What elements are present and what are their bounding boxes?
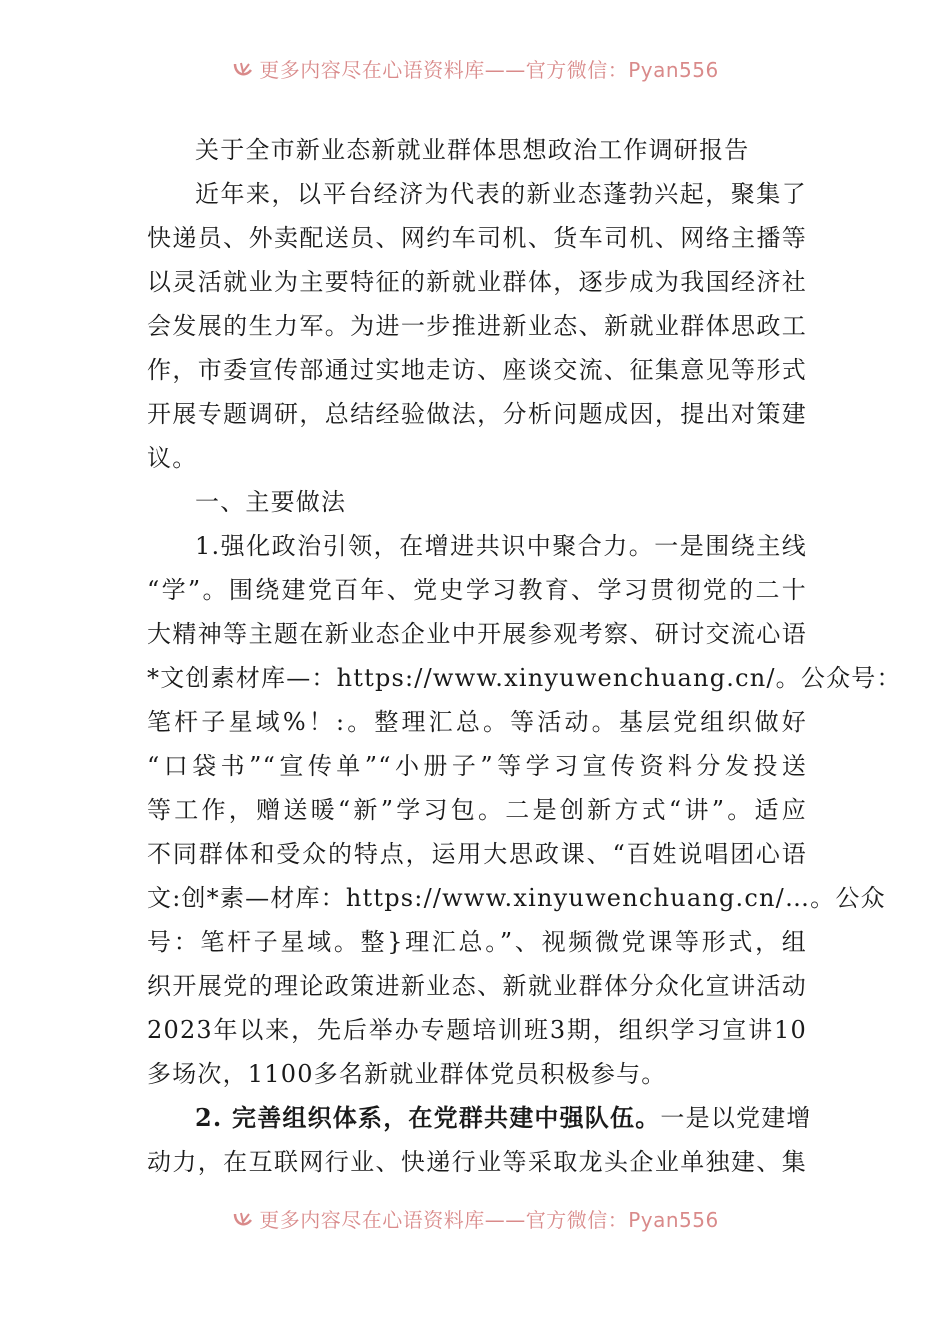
paragraph-line: 1.强化政治引领，在增进共识中聚合力。一是围绕主线	[195, 532, 807, 560]
paragraph-line	[147, 1096, 812, 1140]
intro-line: 以灵活就业为主要特征的新就业群体，逐步成为我国经济社	[147, 268, 807, 296]
paragraph-line: *文创素材库—：https://www.xinyuwenchuang.cn/。公众号：	[147, 664, 902, 692]
intro-line: 议。	[147, 444, 198, 472]
paragraph-line: 动力，在互联网行业、快递行业等采取龙头企业单独建、集	[147, 1148, 807, 1176]
intro-line: 快递员、外卖配送员、网约车司机、货车司机、网络主播等	[147, 224, 807, 252]
paragraph-line: 等工作，赠送暖“新”学习包。二是创新方式“讲”。适应	[147, 796, 807, 824]
footer-watermark	[0, 1208, 950, 1232]
intro-line: 开展专题调研，总结经验做法，分析问题成因，提出对策建	[147, 400, 807, 428]
item-text: 一是以党建增	[660, 1104, 812, 1132]
intro-line: 会发展的生力军。为进一步推进新业态、新就业群体思政工	[147, 312, 807, 340]
paragraph-line: 大精神等主题在新业态企业中开展参观考察、研讨交流心语	[147, 620, 807, 648]
paragraph-line: 不同群体和受众的特点，运用大思政课、“百姓说唱团心语	[147, 840, 807, 868]
document-body	[147, 128, 902, 1184]
intro-line: 近年来，以平台经济为代表的新业态蓬勃兴起，聚集了	[195, 180, 807, 208]
paragraph-line: 笔杆子星域%！:。整理汇总。等活动。基层党组织做好	[147, 708, 807, 736]
paragraph-line: 多场次，1100多名新就业群体党员积极参与。	[147, 1060, 667, 1088]
paragraph-line: 2023年以来，先后举办专题培训班3期，组织学习宣讲10	[147, 1016, 807, 1044]
paragraph-line: 号：笔杆子星域。整}理汇总。”、视频微党课等形式，组	[147, 928, 807, 956]
logo-icon	[231, 60, 255, 80]
header-watermark	[0, 58, 950, 82]
paragraph-line: 文:创*素—材库：https://www.xinyuwenchuang.cn/…。公众	[147, 884, 886, 912]
item-heading: 2. 完善组织体系，在党群共建中强队伍。	[195, 1103, 661, 1132]
watermark-text: 更多内容尽在心语资料库——官方微信：Pyan556	[259, 58, 719, 82]
intro-line: 作，市委宣传部通过实地走访、座谈交流、征集意见等形式	[147, 356, 807, 384]
document-title: 关于全市新业态新就业群体思想政治工作调研报告	[195, 136, 750, 164]
watermark-text: 更多内容尽在心语资料库——官方微信：Pyan556	[259, 1208, 719, 1232]
paragraph-line: “学”。围绕建党百年、党史学习教育、学习贯彻党的二十	[147, 576, 807, 604]
section-heading: 一、主要做法	[195, 488, 347, 516]
paragraph-line: “口袋书”“宣传单”“小册子”等学习宣传资料分发投送	[147, 752, 807, 780]
logo-icon	[231, 1210, 255, 1230]
paragraph-line: 织开展党的理论政策进新业态、新就业群体分众化宣讲活动	[147, 972, 807, 1000]
